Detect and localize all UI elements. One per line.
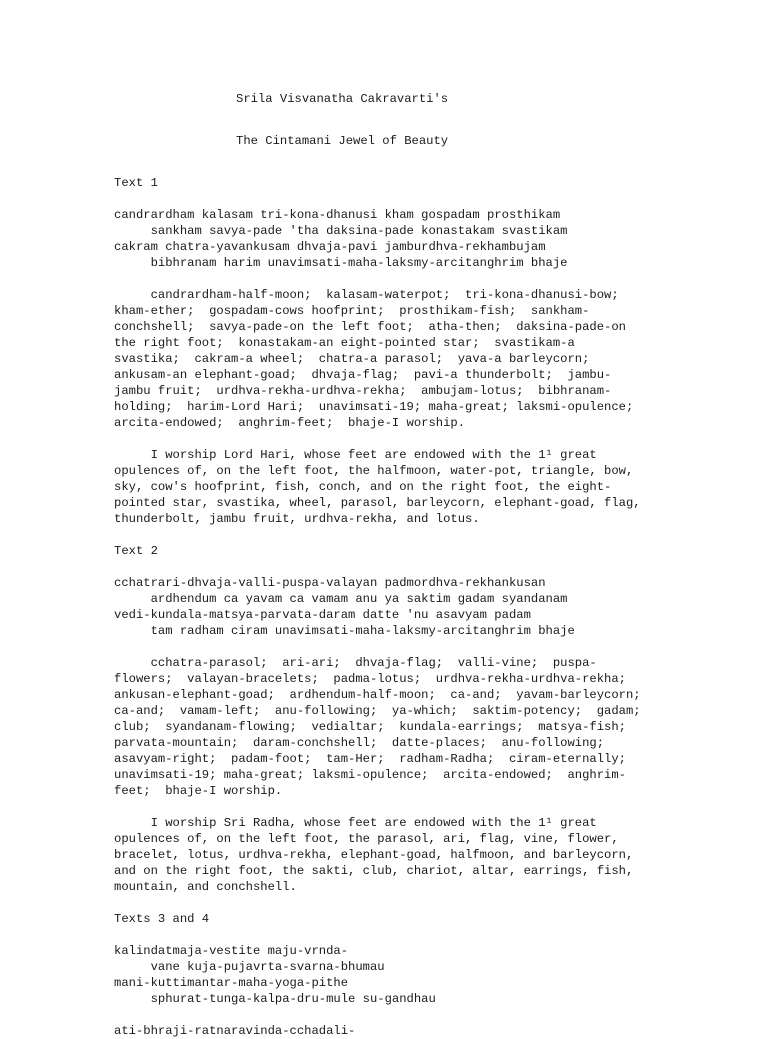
text-line: Text 1 [114, 176, 158, 190]
text-line: cakram chatra-yavankusam dhvaja-pavi jamburdhva-rekhambujam [114, 240, 546, 254]
text-line: vedi-kundala-matsya-parvata-daram datte 'nu asavyam padam [114, 608, 531, 622]
text-line: cchatrari-dhvaja-valli-puspa-valayan padmordhva-rekhankusan [114, 576, 546, 590]
text-line: ankusam-an elephant-goad; dhvaja-flag; pavi-a thunderbolt; jambu- [114, 368, 612, 382]
text-line: pointed star, svastika, wheel, parasol, barleycorn, elephant-goad, flag, [114, 496, 641, 510]
text-line: holding; harim-Lord Hari; unavimsati-19; maha-great; laksmi-opulence; [114, 400, 634, 414]
text-line [114, 527, 641, 543]
document-title: Srila Visvanatha Cakravarti's [236, 92, 449, 106]
text-line: mountain, and conchshell. [114, 880, 297, 894]
text-line: sankham savya-pade 'tha daksina-pade konastakam svastikam [114, 224, 568, 238]
text-line: cchatra-parasol; ari-ari; dhvaja-flag; valli-vine; puspa- [114, 656, 597, 670]
text-line: svastika; cakram-a wheel; chatra-a parasol; yava-a barleycorn; [114, 352, 590, 366]
text-line: asavyam-right; padam-foot; tam-Her; radham-Radha; ciram-eternally; [114, 752, 626, 766]
text-line: flowers; valayan-bracelets; padma-lotus; urdhva-rekha-urdhva-rekha; [114, 672, 626, 686]
text-line: ca-and; vamam-left; anu-following; ya-which; saktim-potency; gadam; [114, 704, 641, 718]
text-line: candrardham kalasam tri-kona-dhanusi kham gospadam prosthikam [114, 208, 561, 222]
text-line [114, 639, 641, 655]
text-line: feet; bhaje-I worship. [114, 784, 283, 798]
text-line: ardhendum ca yavam ca vamam anu ya saktim gadam syandanam [114, 592, 568, 606]
text-line [114, 559, 641, 575]
text-line: opulences of, on the left foot, the parasol, ari, flag, vine, flower, [114, 832, 619, 846]
text-line: opulences of, on the left foot, the halfmoon, water-pot, triangle, bow, [114, 464, 634, 478]
document-subtitle: The Cintamani Jewel of Beauty [236, 134, 449, 148]
text-line: mani-kuttimantar-maha-yoga-pithe [114, 976, 349, 990]
text-line: arcita-endowed; anghrim-feet; bhaje-I worship. [114, 416, 466, 430]
text-line: Text 2 [114, 544, 158, 558]
text-line: thunderbolt, jambu fruit, urdhva-rekha, and lotus. [114, 512, 480, 526]
text-line: club; syandanam-flowing; vedialtar; kundala-earrings; matsya-fish; [114, 720, 626, 734]
text-line: sky, cow's hoofprint, fish, conch, and on the right foot, the eight- [114, 480, 612, 494]
document-body [114, 175, 641, 1039]
text-line: Texts 3 and 4 [114, 912, 210, 926]
text-line: ati-bhraji-ratnaravinda-cchadali- [114, 1024, 356, 1038]
text-line: conchshell; savya-pade-on the left foot; atha-then; daksina-pade-on [114, 320, 626, 334]
text-line: bibhranam harim unavimsati-maha-laksmy-arcitanghrim bhaje [114, 256, 568, 270]
text-line: unavimsati-19; maha-great; laksmi-opulence; arcita-endowed; anghrim- [114, 768, 626, 782]
text-line: candrardham-half-moon; kalasam-waterpot; tri-kona-dhanusi-bow; [114, 288, 619, 302]
text-line: the right foot; konastakam-an eight-pointed star; svastikam-a [114, 336, 575, 350]
text-line: jambu fruit; urdhva-rekha-urdhva-rekha; ambujam-lotus; bibhranam- [114, 384, 612, 398]
text-line: ankusan-elephant-goad; ardhendum-half-moon; ca-and; yavam-barleycorn; [114, 688, 641, 702]
text-line: vane kuja-pujavrta-svarna-bhumau [114, 960, 385, 974]
subtitle-block [114, 133, 448, 149]
text-line: sphurat-tunga-kalpa-dru-mule su-gandhau [114, 992, 436, 1006]
text-line [114, 927, 641, 943]
text-line: I worship Sri Radha, whose feet are endowed with the 1¹ great [114, 816, 597, 830]
text-line [114, 799, 641, 815]
text-line: parvata-mountain; daram-conchshell; datte-places; anu-following; [114, 736, 605, 750]
text-line: bracelet, lotus, urdhva-rekha, elephant-goad, halfmoon, and barleycorn, [114, 848, 634, 862]
text-line: and on the right foot, the sakti, club, chariot, altar, earrings, fish, [114, 864, 634, 878]
text-line [114, 895, 641, 911]
text-line: kalindatmaja-vestite maju-vrnda- [114, 944, 349, 958]
title-block [114, 91, 448, 107]
text-line [114, 431, 641, 447]
text-line: kham-ether; gospadam-cows hoofprint; prosthikam-fish; sankham- [114, 304, 590, 318]
text-line: I worship Lord Hari, whose feet are endowed with the 1¹ great [114, 448, 597, 462]
text-line: tam radham ciram unavimsati-maha-laksmy-arcitanghrim bhaje [114, 624, 575, 638]
text-line [114, 1007, 641, 1023]
text-line [114, 271, 641, 287]
text-line [114, 191, 641, 207]
